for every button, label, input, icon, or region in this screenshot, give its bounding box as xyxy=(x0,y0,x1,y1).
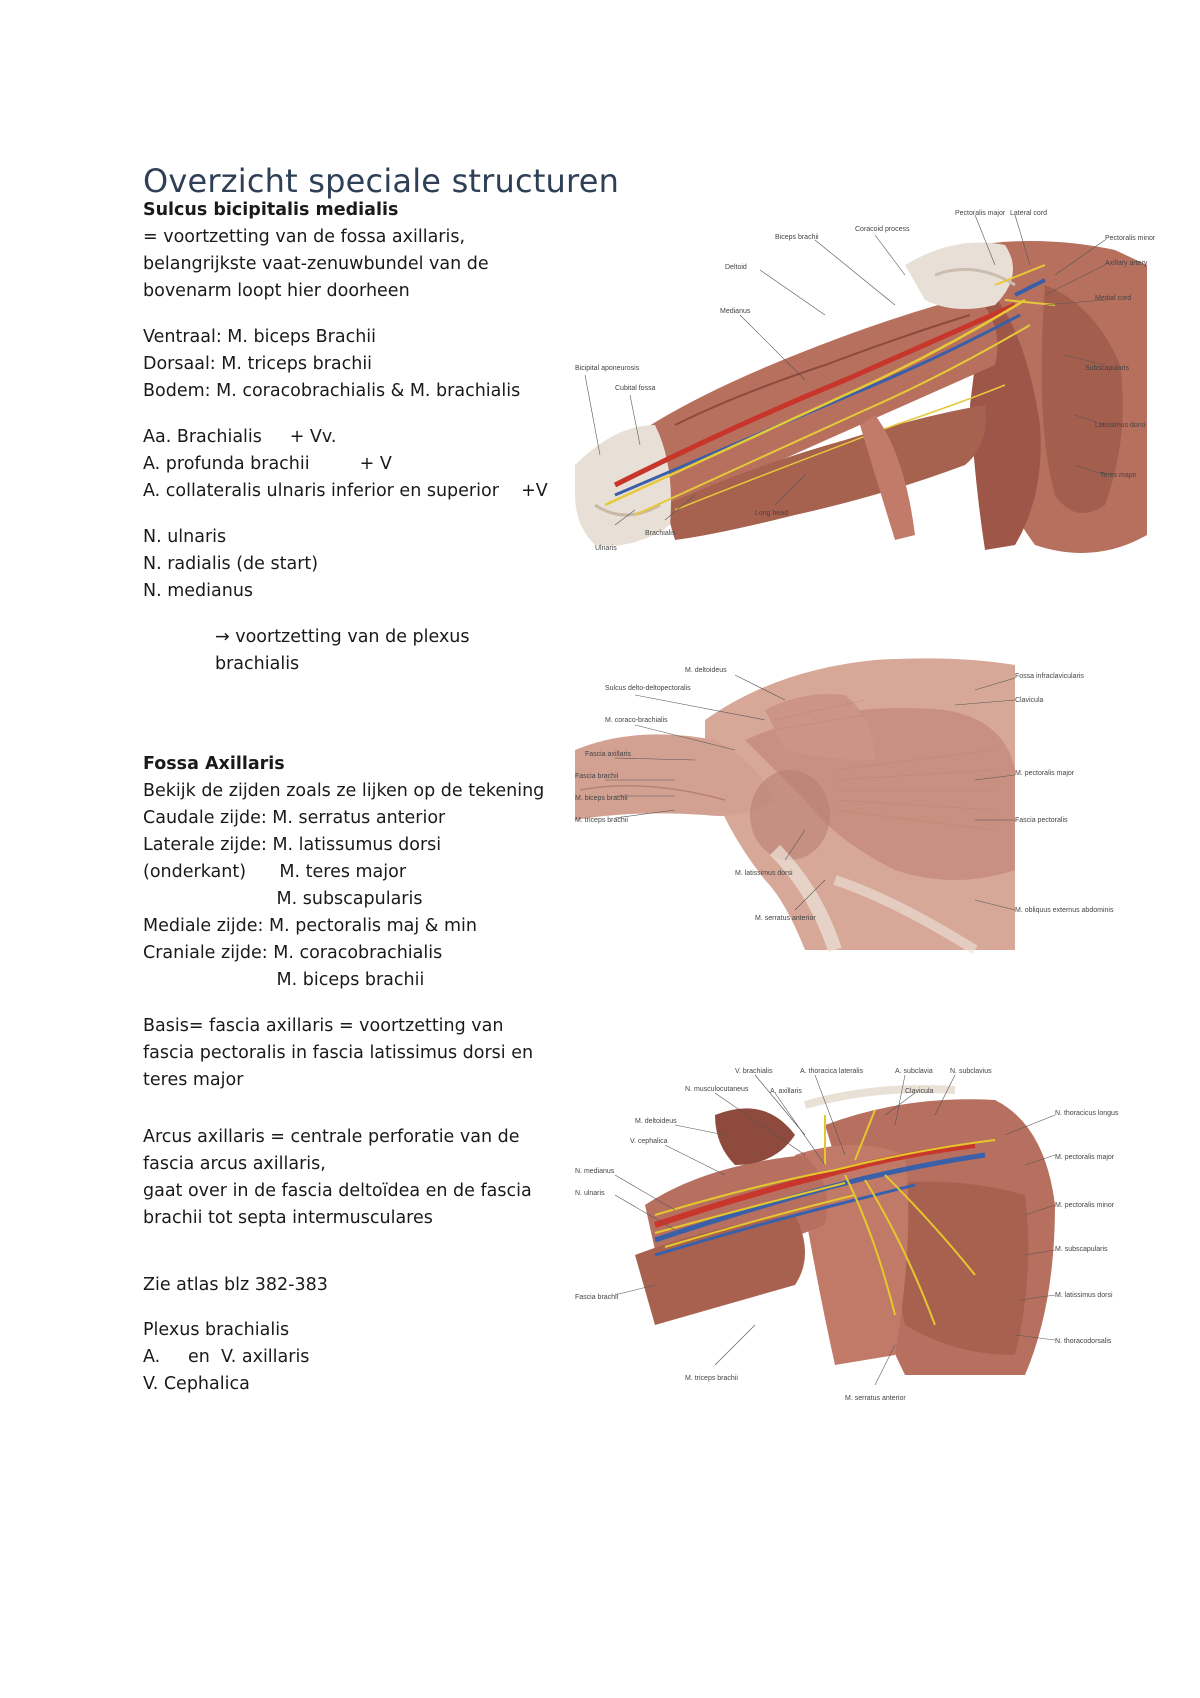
text-line: Caudale zijde: M. serratus anterior xyxy=(143,808,446,828)
svg-text:Fascia axillaris: Fascia axillaris xyxy=(585,751,631,758)
svg-text:Subscapularis: Subscapularis xyxy=(1085,365,1129,372)
text-line: = voortzetting van de fossa axillaris, xyxy=(143,227,466,247)
svg-text:Coracoid process: Coracoid process xyxy=(855,226,910,233)
text-line: gaat over in de fascia deltoïdea en de fascia xyxy=(143,1181,532,1201)
text-line: A. en V. axillaris xyxy=(143,1347,310,1367)
text-line: Zie atlas blz 382-383 xyxy=(143,1275,328,1295)
anatomy-figure-2 xyxy=(575,650,1140,955)
svg-text:Sulcus delto-deltopectoralis: Sulcus delto-deltopectoralis xyxy=(605,685,691,692)
svg-text:V. cephalica: V. cephalica xyxy=(630,1138,668,1145)
svg-text:Pectoralis major: Pectoralis major xyxy=(955,210,1006,217)
svg-text:N. musculocutaneus: N. musculocutaneus xyxy=(685,1086,749,1093)
svg-text:M. serratus anterior: M. serratus anterior xyxy=(845,1395,906,1402)
text-line: Plexus brachialis xyxy=(143,1320,290,1340)
svg-text:Pectoralis minor: Pectoralis minor xyxy=(1105,235,1156,242)
svg-text:Biceps brachii: Biceps brachii xyxy=(775,234,819,241)
svg-text:M. deltoideus: M. deltoideus xyxy=(685,667,727,674)
text-line: Bekijk de zijden zoals ze lijken op de tekening xyxy=(143,781,545,801)
svg-text:Clavicula: Clavicula xyxy=(905,1088,934,1095)
text-line: Basis= fascia axillaris = voortzetting van xyxy=(143,1016,504,1036)
svg-text:N. subclavius: N. subclavius xyxy=(950,1068,992,1075)
svg-text:Fascia brachii: Fascia brachii xyxy=(575,1294,619,1301)
svg-text:Medianus: Medianus xyxy=(720,308,751,315)
svg-text:A. thoracica lateralis: A. thoracica lateralis xyxy=(800,1068,864,1075)
svg-text:M. deltoideus: M. deltoideus xyxy=(635,1118,677,1125)
svg-text:M. pectoralis minor: M. pectoralis minor xyxy=(1055,1202,1115,1209)
text-line: A. profunda brachii + V xyxy=(143,454,392,474)
text-line: Craniale zijde: M. coracobrachialis xyxy=(143,943,443,963)
text-line: brachialis xyxy=(215,654,300,674)
text-line: Arcus axillaris = centrale perforatie van de xyxy=(143,1127,520,1147)
text-line: N. radialis (de start) xyxy=(143,554,319,574)
text-line: M. subscapularis xyxy=(143,889,423,909)
text-line: M. biceps brachii xyxy=(143,970,425,990)
svg-text:Bicipital aponeurosis: Bicipital aponeurosis xyxy=(575,365,640,372)
text-line: bovenarm loopt hier doorheen xyxy=(143,281,410,301)
svg-text:N. thoracicus longus: N. thoracicus longus xyxy=(1055,1110,1119,1117)
svg-text:M. pectoralis major: M. pectoralis major xyxy=(1055,1154,1115,1161)
text-line: Laterale zijde: M. latissumus dorsi xyxy=(143,835,442,855)
text-line: Ventraal: M. biceps Brachii xyxy=(143,327,377,347)
text-line: belangrijkste vaat-zenuwbundel van de xyxy=(143,254,489,274)
text-line: (onderkant) M. teres major xyxy=(143,862,407,882)
svg-text:Long head: Long head xyxy=(755,510,789,517)
svg-text:Medial cord: Medial cord xyxy=(1095,295,1132,302)
svg-text:M. coraco-brachialis: M. coraco-brachialis xyxy=(605,717,668,724)
text-line: teres major xyxy=(143,1070,244,1090)
svg-text:Latissimus dorsi: Latissimus dorsi xyxy=(1095,422,1146,429)
svg-text:Fossa infraclavicularis: Fossa infraclavicularis xyxy=(1015,673,1084,680)
page-title: Overzicht speciale structuren xyxy=(143,162,620,200)
text-line: brachii tot septa intermusculares xyxy=(143,1208,433,1228)
svg-text:M. pectoralis major: M. pectoralis major xyxy=(1015,770,1075,777)
text-line: V. Cephalica xyxy=(143,1374,250,1394)
text-line: Bodem: M. coracobrachialis & M. brachialis xyxy=(143,381,521,401)
svg-text:Cubital fossa: Cubital fossa xyxy=(615,385,656,392)
heading-sulcus: Sulcus bicipitalis medialis xyxy=(143,200,399,220)
svg-text:Deltoid: Deltoid xyxy=(725,264,747,271)
svg-text:N. thoracodorsalis: N. thoracodorsalis xyxy=(1055,1338,1112,1345)
text-line: N. medianus xyxy=(143,581,254,601)
text-line: fascia arcus axillaris, xyxy=(143,1154,326,1174)
svg-text:Teres major: Teres major xyxy=(1100,472,1137,479)
svg-text:Clavicula: Clavicula xyxy=(1015,697,1044,704)
text-line: fascia pectoralis in fascia latissimus dorsi en xyxy=(143,1043,534,1063)
svg-text:M. subscapularis: M. subscapularis xyxy=(1055,1246,1108,1253)
text-line: Aa. Brachialis + Vv. xyxy=(143,427,337,447)
svg-text:Brachialis: Brachialis xyxy=(645,530,676,537)
svg-text:N. medianus: N. medianus xyxy=(575,1168,615,1175)
svg-text:Fascia brachii: Fascia brachii xyxy=(575,773,619,780)
svg-text:M. biceps brachii: M. biceps brachii xyxy=(575,795,628,802)
text-line: Mediale zijde: M. pectoralis maj & min xyxy=(143,916,478,936)
svg-text:V. brachialis: V. brachialis xyxy=(735,1068,773,1075)
svg-text:A. axillaris: A. axillaris xyxy=(770,1088,802,1095)
svg-text:M. latissimus dorsi: M. latissimus dorsi xyxy=(1055,1292,1113,1299)
svg-text:M. serratus anterior: M. serratus anterior xyxy=(755,915,816,922)
anatomy-figure-1 xyxy=(575,205,1156,600)
svg-text:Fascia pectoralis: Fascia pectoralis xyxy=(1015,817,1068,824)
anatomy-figure-3 xyxy=(575,1055,1140,1420)
svg-text:Lateral cord: Lateral cord xyxy=(1010,210,1047,217)
heading-fossa-axillaris: Fossa Axillaris xyxy=(143,754,285,774)
svg-text:N. ulnaris: N. ulnaris xyxy=(575,1190,605,1197)
text-line: → voortzetting van de plexus xyxy=(215,627,470,647)
svg-text:M. latissimus dorsi: M. latissimus dorsi xyxy=(735,870,793,877)
text-line: A. collateralis ulnaris inferior en superior +V xyxy=(143,481,548,501)
svg-text:Ulnaris: Ulnaris xyxy=(595,545,617,552)
svg-text:M. triceps brachii: M. triceps brachii xyxy=(575,817,628,824)
text-line: N. ulnaris xyxy=(143,527,227,547)
text-line: Dorsaal: M. triceps brachii xyxy=(143,354,373,374)
svg-text:Axillary artery: Axillary artery xyxy=(1105,260,1148,267)
svg-text:M. triceps brachii: M. triceps brachii xyxy=(685,1375,738,1382)
svg-text:A. subclavia: A. subclavia xyxy=(895,1068,933,1075)
svg-text:M. obliquus externus abdominis: M. obliquus externus abdominis xyxy=(1015,907,1114,914)
